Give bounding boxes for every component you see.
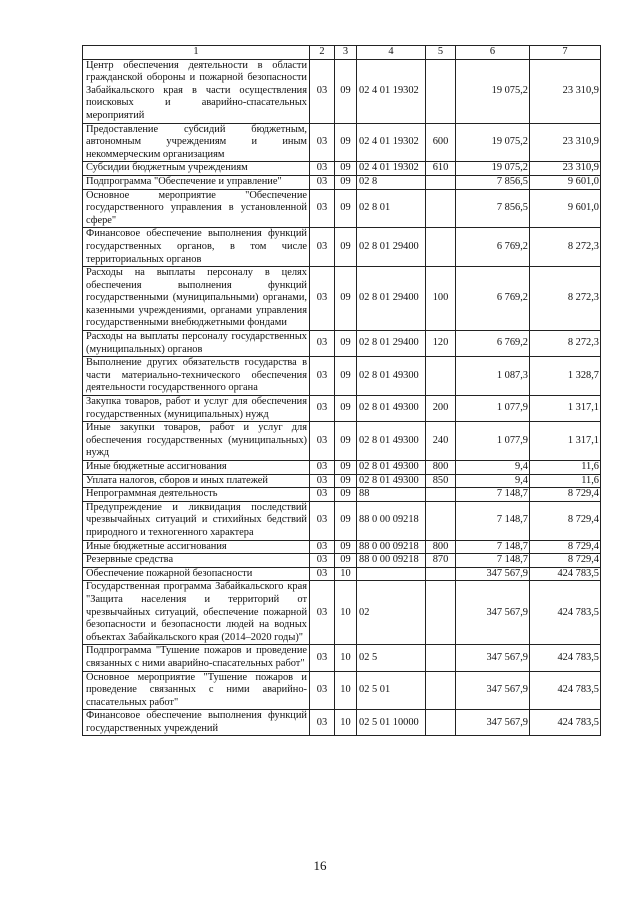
- subsection-code: 09: [335, 162, 357, 176]
- table-row: [83, 357, 601, 396]
- table-row: [83, 396, 601, 422]
- amount-col-7: 424 783,5: [530, 710, 601, 736]
- row-name: Финансовое обеспечение выполнения функций государственных учреждений: [83, 710, 310, 736]
- row-name: Центр обеспечения деятельности в области гражданской обороны и пожарной безопасности Забайкальского края в части осуществления поисковых и аварийно-спасательных мероприятий: [83, 59, 310, 123]
- amount-col-6: 7 856,5: [456, 189, 530, 228]
- target-article-code: 02 8 01: [357, 189, 426, 228]
- row-name: Государственная программа Забайкальского края "Защита населения и территорий от чрезвычайных ситуаций, обеспечение пожарной безопасности и безопасности людей на водных объектах Забайкальского края (2014–2020 годы)": [83, 581, 310, 645]
- table-row: [83, 175, 601, 189]
- amount-col-7: 9 601,0: [530, 189, 601, 228]
- subsection-code: 09: [335, 331, 357, 357]
- table-row: [83, 710, 601, 736]
- amount-col-7: 8 272,3: [530, 331, 601, 357]
- table-row: [83, 59, 601, 123]
- target-article-code: 02 8 01 49300: [357, 474, 426, 488]
- section-code: 03: [310, 267, 335, 331]
- amount-col-6: 347 567,9: [456, 645, 530, 671]
- row-name: Уплата налогов, сборов и иных платежей: [83, 474, 310, 488]
- amount-col-6: 19 075,2: [456, 162, 530, 176]
- amount-col-6: 347 567,9: [456, 671, 530, 710]
- table-row: [83, 671, 601, 710]
- target-article-code: 02 8 01 49300: [357, 396, 426, 422]
- row-name: Финансовое обеспечение выполнения функций государственных органов, в том числе территориальных органов: [83, 228, 310, 267]
- row-name: Основное мероприятие "Обеспечение государственного управления в установленной сфере": [83, 189, 310, 228]
- expense-type-code: 600: [426, 123, 456, 162]
- table-row: [83, 123, 601, 162]
- table-row: [83, 540, 601, 554]
- section-code: 03: [310, 59, 335, 123]
- amount-col-6: 7 148,7: [456, 554, 530, 568]
- subsection-code: 10: [335, 671, 357, 710]
- section-code: 03: [310, 123, 335, 162]
- section-code: 03: [310, 567, 335, 581]
- section-code: 03: [310, 474, 335, 488]
- subsection-code: 09: [335, 501, 357, 540]
- amount-col-6: 6 769,2: [456, 267, 530, 331]
- table-row: [83, 189, 601, 228]
- amount-col-6: 6 769,2: [456, 331, 530, 357]
- section-code: 03: [310, 645, 335, 671]
- header-col-1: 1: [83, 46, 310, 60]
- row-name: Субсидии бюджетным учреждениям: [83, 162, 310, 176]
- section-code: 03: [310, 540, 335, 554]
- expense-type-code: [426, 581, 456, 645]
- page-number: 16: [313, 858, 327, 873]
- table-row: [83, 267, 601, 331]
- amount-col-6: 347 567,9: [456, 581, 530, 645]
- section-code: 03: [310, 162, 335, 176]
- target-article-code: 02 8 01 49300: [357, 422, 426, 461]
- amount-col-7: 8 272,3: [530, 228, 601, 267]
- target-article-code: 02 4 01 19302: [357, 59, 426, 123]
- target-article-code: 02 8 01 29400: [357, 228, 426, 267]
- subsection-code: 09: [335, 488, 357, 502]
- target-article-code: 88: [357, 488, 426, 502]
- table-row: [83, 567, 601, 581]
- expense-type-code: [426, 671, 456, 710]
- expense-type-code: [426, 59, 456, 123]
- section-code: 03: [310, 175, 335, 189]
- row-name: Иные закупки товаров, работ и услуг для обеспечения государственных (муниципальных) нужд: [83, 422, 310, 461]
- amount-col-7: 23 310,9: [530, 59, 601, 123]
- expense-type-code: [426, 357, 456, 396]
- expense-type-code: 610: [426, 162, 456, 176]
- amount-col-6: 1 087,3: [456, 357, 530, 396]
- section-code: 03: [310, 671, 335, 710]
- expense-type-code: 850: [426, 474, 456, 488]
- table-row: [83, 488, 601, 502]
- target-article-code: 88 0 00 09218: [357, 540, 426, 554]
- table-row: [83, 474, 601, 488]
- target-article-code: 88 0 00 09218: [357, 501, 426, 540]
- target-article-code: 02 5 01 10000: [357, 710, 426, 736]
- row-name: Закупка товаров, работ и услуг для обеспечения государственных (муниципальных) нужд: [83, 396, 310, 422]
- target-article-code: 02 8 01 49300: [357, 357, 426, 396]
- expense-type-code: 240: [426, 422, 456, 461]
- row-name: Расходы на выплаты персоналу государственных (муниципальных) органов: [83, 331, 310, 357]
- expense-type-code: [426, 175, 456, 189]
- row-name: Подпрограмма "Тушение пожаров и проведение связанных с ними аварийно-спасательных работ": [83, 645, 310, 671]
- row-name: Подпрограмма "Обеспечение и управление": [83, 175, 310, 189]
- subsection-code: 09: [335, 422, 357, 461]
- section-code: 03: [310, 396, 335, 422]
- amount-col-7: 23 310,9: [530, 162, 601, 176]
- section-code: 03: [310, 189, 335, 228]
- expense-type-code: [426, 501, 456, 540]
- table-row: [83, 162, 601, 176]
- amount-col-7: 424 783,5: [530, 567, 601, 581]
- subsection-code: 09: [335, 396, 357, 422]
- subsection-code: 09: [335, 175, 357, 189]
- target-article-code: 02 4 01 19302: [357, 162, 426, 176]
- table-row: [83, 501, 601, 540]
- amount-col-7: 1 317,1: [530, 422, 601, 461]
- row-name: Расходы на выплаты персоналу в целях обеспечения выполнения функций государственными (муниципальными) органами, казенными учреждениями, органами управления государственными внебюджетными фондами: [83, 267, 310, 331]
- section-code: 03: [310, 581, 335, 645]
- header-col-2: 2: [310, 46, 335, 60]
- table-row: [83, 422, 601, 461]
- amount-col-6: 347 567,9: [456, 567, 530, 581]
- expense-type-code: [426, 228, 456, 267]
- amount-col-6: 7 148,7: [456, 488, 530, 502]
- row-name: Выполнение других обязательств государства в части материально-технического обеспечения деятельности государственного органа: [83, 357, 310, 396]
- expense-type-code: [426, 645, 456, 671]
- subsection-code: 10: [335, 645, 357, 671]
- header-col-5: 5: [426, 46, 456, 60]
- amount-col-6: 19 075,2: [456, 123, 530, 162]
- subsection-code: 09: [335, 554, 357, 568]
- section-code: 03: [310, 488, 335, 502]
- amount-col-7: 11,6: [530, 474, 601, 488]
- subsection-code: 10: [335, 567, 357, 581]
- row-name: Обеспечение пожарной безопасности: [83, 567, 310, 581]
- expense-type-code: [426, 189, 456, 228]
- amount-col-7: 1 328,7: [530, 357, 601, 396]
- header-col-3: 3: [335, 46, 357, 60]
- budget-table: [82, 45, 601, 736]
- section-code: 03: [310, 228, 335, 267]
- amount-col-7: 8 272,3: [530, 267, 601, 331]
- subsection-code: 09: [335, 228, 357, 267]
- amount-col-6: 9,4: [456, 474, 530, 488]
- amount-col-6: 1 077,9: [456, 396, 530, 422]
- subsection-code: 09: [335, 59, 357, 123]
- amount-col-7: 424 783,5: [530, 671, 601, 710]
- expense-type-code: 800: [426, 461, 456, 475]
- target-article-code: 88 0 00 09218: [357, 554, 426, 568]
- amount-col-7: 23 310,9: [530, 123, 601, 162]
- subsection-code: 09: [335, 357, 357, 396]
- subsection-code: 09: [335, 474, 357, 488]
- expense-type-code: 200: [426, 396, 456, 422]
- expense-type-code: 870: [426, 554, 456, 568]
- expense-type-code: [426, 710, 456, 736]
- table-row: [83, 461, 601, 475]
- row-name: Непрограммная деятельность: [83, 488, 310, 502]
- header-col-7: 7: [530, 46, 601, 60]
- table-row: [83, 554, 601, 568]
- section-code: 03: [310, 357, 335, 396]
- amount-col-6: 347 567,9: [456, 710, 530, 736]
- target-article-code: 02 8: [357, 175, 426, 189]
- expense-type-code: 120: [426, 331, 456, 357]
- amount-col-6: 19 075,2: [456, 59, 530, 123]
- section-code: 03: [310, 331, 335, 357]
- expense-type-code: [426, 567, 456, 581]
- amount-col-7: 9 601,0: [530, 175, 601, 189]
- target-article-code: 02 5 01: [357, 671, 426, 710]
- amount-col-6: 7 148,7: [456, 540, 530, 554]
- subsection-code: 10: [335, 581, 357, 645]
- target-article-code: 02 8 01 29400: [357, 331, 426, 357]
- target-article-code: 02 5: [357, 645, 426, 671]
- row-name: Основное мероприятие "Тушение пожаров и проведение связанных с ними аварийно-спасательных работ": [83, 671, 310, 710]
- target-article-code: 02 8 01 29400: [357, 267, 426, 331]
- target-article-code: 02: [357, 581, 426, 645]
- amount-col-6: 9,4: [456, 461, 530, 475]
- header-col-4: 4: [357, 46, 426, 60]
- row-name: Предупреждение и ликвидация последствий чрезвычайных ситуаций и стихийных бедствий природного и техногенного характера: [83, 501, 310, 540]
- row-name: Иные бюджетные ассигнования: [83, 461, 310, 475]
- amount-col-7: 1 317,1: [530, 396, 601, 422]
- table-row: [83, 645, 601, 671]
- section-code: 03: [310, 501, 335, 540]
- amount-col-6: 6 769,2: [456, 228, 530, 267]
- section-code: 03: [310, 461, 335, 475]
- amount-col-7: 8 729,4: [530, 540, 601, 554]
- expense-type-code: [426, 488, 456, 502]
- amount-col-7: 424 783,5: [530, 645, 601, 671]
- subsection-code: 09: [335, 267, 357, 331]
- row-name: Иные бюджетные ассигнования: [83, 540, 310, 554]
- row-name: Предоставление субсидий бюджетным, автономным учреждениям и иным некоммерческим организациям: [83, 123, 310, 162]
- amount-col-7: 424 783,5: [530, 581, 601, 645]
- amount-col-6: 7 148,7: [456, 501, 530, 540]
- section-code: 03: [310, 710, 335, 736]
- subsection-code: 09: [335, 461, 357, 475]
- target-article-code: [357, 567, 426, 581]
- subsection-code: 09: [335, 123, 357, 162]
- amount-col-6: 1 077,9: [456, 422, 530, 461]
- target-article-code: 02 8 01 49300: [357, 461, 426, 475]
- amount-col-7: 11,6: [530, 461, 601, 475]
- row-name: Резервные средства: [83, 554, 310, 568]
- header-col-6: 6: [456, 46, 530, 60]
- header-row: [83, 46, 601, 60]
- subsection-code: 09: [335, 189, 357, 228]
- amount-col-7: 8 729,4: [530, 488, 601, 502]
- subsection-code: 10: [335, 710, 357, 736]
- amount-col-6: 7 856,5: [456, 175, 530, 189]
- target-article-code: 02 4 01 19302: [357, 123, 426, 162]
- table-row: [83, 331, 601, 357]
- expense-type-code: 800: [426, 540, 456, 554]
- section-code: 03: [310, 422, 335, 461]
- amount-col-7: 8 729,4: [530, 554, 601, 568]
- table-row: [83, 581, 601, 645]
- section-code: 03: [310, 554, 335, 568]
- subsection-code: 09: [335, 540, 357, 554]
- amount-col-7: 8 729,4: [530, 501, 601, 540]
- table-row: [83, 228, 601, 267]
- expense-type-code: 100: [426, 267, 456, 331]
